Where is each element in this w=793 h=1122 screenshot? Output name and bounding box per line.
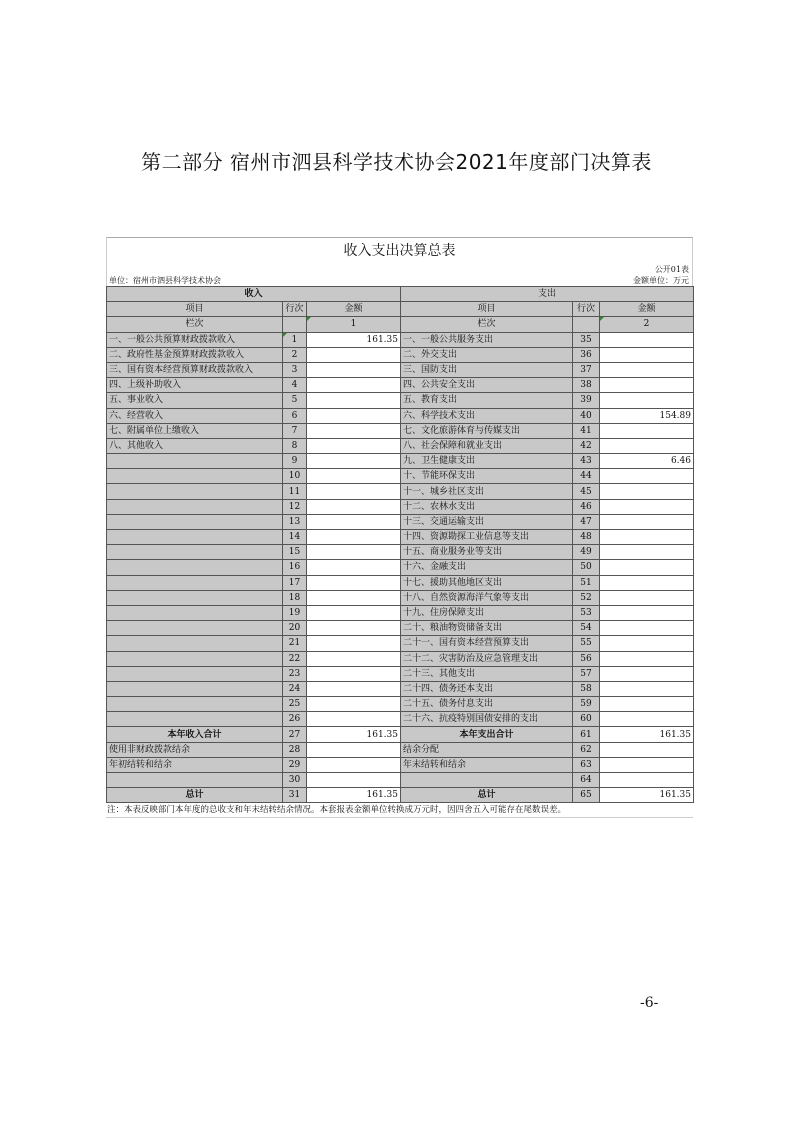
row-no: 13 xyxy=(283,514,307,529)
row-no: 35 xyxy=(573,332,600,347)
row-no: 25 xyxy=(283,697,307,712)
income-item-label xyxy=(107,621,283,636)
table-code-row xyxy=(106,264,693,275)
income-amount xyxy=(307,605,401,620)
expense-item-label: 十五、商业服务业等支出 xyxy=(401,545,573,560)
income-amount xyxy=(307,712,401,727)
expense-amount xyxy=(600,347,694,362)
income-amount: 161.35 xyxy=(307,332,401,347)
expense-item-label: 二十六、抗疫特别国债安排的支出 xyxy=(401,712,573,727)
row-no: 37 xyxy=(573,362,600,377)
expense-amount xyxy=(600,757,694,772)
table-row xyxy=(107,742,694,757)
page-number: -6- xyxy=(640,995,659,1011)
expense-amount xyxy=(600,560,694,575)
expense-item-label: 十九、住房保障支出 xyxy=(401,605,573,620)
table-row xyxy=(107,514,694,529)
expense-amount xyxy=(600,362,694,377)
income-amount xyxy=(307,454,401,469)
table-code: 公开01表 xyxy=(654,265,689,274)
row-no: 12 xyxy=(283,499,307,514)
income-amount xyxy=(307,757,401,772)
row-no: 41 xyxy=(573,423,600,438)
row-no: 53 xyxy=(573,605,600,620)
expense-item-label: 十六、金融支出 xyxy=(401,560,573,575)
expense-amount xyxy=(600,484,694,499)
expense-item-label: 八、社会保障和就业支出 xyxy=(401,438,573,453)
table-row xyxy=(107,545,694,560)
row-no: 30 xyxy=(283,773,307,788)
income-item-label: 一、一般公共预算财政拨款收入 xyxy=(107,332,283,347)
col-num: 1 xyxy=(307,317,401,332)
income-item-label: 六、经营收入 xyxy=(107,408,283,423)
table-row xyxy=(107,332,694,347)
income-amount xyxy=(307,621,401,636)
income-amount xyxy=(307,469,401,484)
expense-item-label: 二十五、债务付息支出 xyxy=(401,697,573,712)
row-no: 49 xyxy=(573,545,600,560)
row-no: 14 xyxy=(283,530,307,545)
row-no: 64 xyxy=(573,773,600,788)
table-row xyxy=(107,347,694,362)
row-no: 28 xyxy=(283,742,307,757)
income-item-label: 八、其他收入 xyxy=(107,438,283,453)
row-no: 22 xyxy=(283,651,307,666)
row-no: 7 xyxy=(283,423,307,438)
row-no: 18 xyxy=(283,590,307,605)
row-no: 43 xyxy=(573,454,600,469)
section-header-row xyxy=(107,287,694,302)
row-no: 44 xyxy=(573,469,600,484)
expense-item-label: 二、外交支出 xyxy=(401,347,573,362)
expense-amount xyxy=(600,590,694,605)
table-row xyxy=(107,575,694,590)
row-no: 45 xyxy=(573,484,600,499)
income-item-label xyxy=(107,484,283,499)
row-no: 48 xyxy=(573,530,600,545)
expense-item-label: 四、公共安全支出 xyxy=(401,378,573,393)
expense-item-label: 十、节能环保支出 xyxy=(401,469,573,484)
income-amount xyxy=(307,651,401,666)
expense-item-label: 三、国防支出 xyxy=(401,362,573,377)
row-no: 38 xyxy=(573,378,600,393)
row-no: 50 xyxy=(573,560,600,575)
row-no: 6 xyxy=(283,408,307,423)
table-row xyxy=(107,605,694,620)
table-row xyxy=(107,530,694,545)
income-amount xyxy=(307,742,401,757)
unit-label: 单位：宿州市泗县科学技术协会 xyxy=(109,276,221,285)
expense-amount xyxy=(600,575,694,590)
table-row xyxy=(107,469,694,484)
empty-cell xyxy=(573,317,600,332)
expense-amount: 6.46 xyxy=(600,454,694,469)
col-lanci: 栏次 xyxy=(107,317,283,332)
expense-item-label: 二十四、债务还本支出 xyxy=(401,681,573,696)
row-no: 2 xyxy=(283,347,307,362)
row-no: 23 xyxy=(283,666,307,681)
col-item: 项目 xyxy=(107,302,283,317)
income-item-label xyxy=(107,575,283,590)
expense-item-label: 二十、粮油物资储备支出 xyxy=(401,621,573,636)
expense-item-label: 六、科学技术支出 xyxy=(401,408,573,423)
expense-amount xyxy=(600,697,694,712)
expense-amount xyxy=(600,423,694,438)
income-item-label xyxy=(107,605,283,620)
expense-amount xyxy=(600,651,694,666)
income-item-label xyxy=(107,651,283,666)
column-number-row xyxy=(107,317,694,332)
income-item-label xyxy=(107,545,283,560)
row-no: 11 xyxy=(283,484,307,499)
expense-subtotal-amount: 161.35 xyxy=(600,727,694,742)
expense-amount xyxy=(600,530,694,545)
row-no: 9 xyxy=(283,454,307,469)
expense-amount xyxy=(600,712,694,727)
income-item-label xyxy=(107,454,283,469)
expense-amount xyxy=(600,438,694,453)
income-amount xyxy=(307,378,401,393)
income-total-amount: 161.35 xyxy=(307,788,401,803)
income-amount xyxy=(307,514,401,529)
table-row xyxy=(107,393,694,408)
income-item-label xyxy=(107,499,283,514)
row-no: 17 xyxy=(283,575,307,590)
table-row xyxy=(107,697,694,712)
table-note: 注：本表反映部门本年度的总收支和年末结转结余情况。本套报表金额单位转换成万元时，因四舍五入可能存在尾数误差。 xyxy=(106,803,693,818)
row-no: 62 xyxy=(573,742,600,757)
income-amount xyxy=(307,362,401,377)
row-no: 40 xyxy=(573,408,600,423)
income-amount xyxy=(307,697,401,712)
row-no: 27 xyxy=(283,727,307,742)
income-subtotal-label: 本年收入合计 xyxy=(107,727,283,742)
expense-item-label: 九、卫生健康支出 xyxy=(401,454,573,469)
income-expense-sheet xyxy=(106,237,693,818)
income-amount xyxy=(307,393,401,408)
row-no: 57 xyxy=(573,666,600,681)
income-item-label xyxy=(107,666,283,681)
income-amount xyxy=(307,773,401,788)
row-no: 16 xyxy=(283,560,307,575)
income-item-label: 五、事业收入 xyxy=(107,393,283,408)
income-amount xyxy=(307,347,401,362)
expense-item-label: 十四、资源勘探工业信息等支出 xyxy=(401,530,573,545)
row-no: 54 xyxy=(573,621,600,636)
table-row xyxy=(107,651,694,666)
col-item: 项目 xyxy=(401,302,573,317)
expense-amount xyxy=(600,666,694,681)
table-row xyxy=(107,362,694,377)
row-no: 21 xyxy=(283,636,307,651)
expense-item-label: 结余分配 xyxy=(401,742,573,757)
expense-amount xyxy=(600,742,694,757)
row-no: 10 xyxy=(283,469,307,484)
row-no: 1 xyxy=(283,332,307,347)
expense-amount: 154.89 xyxy=(600,408,694,423)
col-amount: 金额 xyxy=(600,302,694,317)
table-row xyxy=(107,454,694,469)
expense-item-label: 十七、援助其他地区支出 xyxy=(401,575,573,590)
expense-item-label: 十八、自然资源海洋气象等支出 xyxy=(401,590,573,605)
subtotal-row xyxy=(107,727,694,742)
expense-amount xyxy=(600,469,694,484)
row-no: 15 xyxy=(283,545,307,560)
income-amount xyxy=(307,681,401,696)
income-amount xyxy=(307,438,401,453)
row-no: 29 xyxy=(283,757,307,772)
row-no: 52 xyxy=(573,590,600,605)
expense-item-label: 十一、城乡社区支出 xyxy=(401,484,573,499)
row-no: 46 xyxy=(573,499,600,514)
row-no: 56 xyxy=(573,651,600,666)
total-row xyxy=(107,788,694,803)
row-no: 42 xyxy=(573,438,600,453)
income-item-label xyxy=(107,469,283,484)
col-amount: 金额 xyxy=(307,302,401,317)
income-item-label xyxy=(107,712,283,727)
row-no: 20 xyxy=(283,621,307,636)
row-no: 36 xyxy=(573,347,600,362)
expense-subtotal-label: 本年支出合计 xyxy=(401,727,573,742)
income-header: 收入 xyxy=(107,287,401,302)
col-row-no: 行次 xyxy=(283,302,307,317)
expense-item-label: 二十二、灾害防治及应急管理支出 xyxy=(401,651,573,666)
row-no: 3 xyxy=(283,362,307,377)
expense-amount xyxy=(600,332,694,347)
income-item-label xyxy=(107,636,283,651)
sheet-title: 收入支出决算总表 xyxy=(106,237,693,264)
table-row xyxy=(107,484,694,499)
row-no: 60 xyxy=(573,712,600,727)
income-item-label: 使用非财政拨款结余 xyxy=(107,742,283,757)
expense-amount xyxy=(600,636,694,651)
row-no: 63 xyxy=(573,757,600,772)
row-no: 61 xyxy=(573,727,600,742)
table-row xyxy=(107,560,694,575)
table-row xyxy=(107,636,694,651)
expense-amount xyxy=(600,621,694,636)
table-row xyxy=(107,499,694,514)
row-no: 8 xyxy=(283,438,307,453)
expense-item-label: 一、一般公共服务支出 xyxy=(401,332,573,347)
income-total-label: 总计 xyxy=(107,788,283,803)
table-row xyxy=(107,681,694,696)
income-item-label xyxy=(107,681,283,696)
column-header-row xyxy=(107,302,694,317)
income-amount xyxy=(307,636,401,651)
expense-total-label: 总计 xyxy=(401,788,573,803)
table-row xyxy=(107,621,694,636)
table-row xyxy=(107,423,694,438)
row-no: 51 xyxy=(573,575,600,590)
row-no: 19 xyxy=(283,605,307,620)
table-row xyxy=(107,438,694,453)
table-row xyxy=(107,757,694,772)
income-item-label xyxy=(107,560,283,575)
expense-item-label xyxy=(401,773,573,788)
row-no: 4 xyxy=(283,378,307,393)
expense-item-label: 年末结转和结余 xyxy=(401,757,573,772)
expense-amount xyxy=(600,378,694,393)
document-title: 第二部分 宿州市泗县科学技术协会2021年度部门决算表 xyxy=(141,150,652,174)
table-row xyxy=(107,590,694,605)
income-item-label: 年初结转和结余 xyxy=(107,757,283,772)
income-amount xyxy=(307,499,401,514)
income-item-label: 三、国有资本经营预算财政拨款收入 xyxy=(107,362,283,377)
row-no: 65 xyxy=(573,788,600,803)
expense-amount xyxy=(600,681,694,696)
row-no: 31 xyxy=(283,788,307,803)
col-lanci: 栏次 xyxy=(401,317,573,332)
income-amount xyxy=(307,530,401,545)
empty-cell xyxy=(283,317,307,332)
income-item-label xyxy=(107,590,283,605)
table-row xyxy=(107,378,694,393)
income-item-label: 七、附属单位上缴收入 xyxy=(107,423,283,438)
row-no: 59 xyxy=(573,697,600,712)
table-row xyxy=(107,666,694,681)
expense-item-label: 十二、农林水支出 xyxy=(401,499,573,514)
table-row xyxy=(107,712,694,727)
row-no: 55 xyxy=(573,636,600,651)
expense-amount xyxy=(600,545,694,560)
col-num: 2 xyxy=(600,317,694,332)
income-amount xyxy=(307,575,401,590)
table-row xyxy=(107,408,694,423)
income-item-label xyxy=(107,530,283,545)
unit-row xyxy=(106,275,693,286)
income-item-label xyxy=(107,697,283,712)
row-no: 5 xyxy=(283,393,307,408)
income-item-label xyxy=(107,514,283,529)
income-amount xyxy=(307,590,401,605)
row-no: 26 xyxy=(283,712,307,727)
expense-item-label: 二十三、其他支出 xyxy=(401,666,573,681)
income-item-label xyxy=(107,773,283,788)
row-no: 58 xyxy=(573,681,600,696)
row-no: 24 xyxy=(283,681,307,696)
expense-item-label: 十三、交通运输支出 xyxy=(401,514,573,529)
expense-amount xyxy=(600,514,694,529)
expense-amount xyxy=(600,605,694,620)
expense-amount xyxy=(600,499,694,514)
income-amount xyxy=(307,484,401,499)
income-item-label: 四、上级补助收入 xyxy=(107,378,283,393)
expense-amount xyxy=(600,393,694,408)
money-unit: 金额单位：万元 xyxy=(633,276,689,285)
row-no: 39 xyxy=(573,393,600,408)
row-no: 47 xyxy=(573,514,600,529)
income-amount xyxy=(307,423,401,438)
expense-item-label: 二十一、国有资本经营预算支出 xyxy=(401,636,573,651)
expense-item-label: 五、教育支出 xyxy=(401,393,573,408)
income-amount xyxy=(307,560,401,575)
income-amount xyxy=(307,666,401,681)
expense-amount xyxy=(600,773,694,788)
income-amount xyxy=(307,408,401,423)
col-row-no: 行次 xyxy=(573,302,600,317)
expense-header: 支出 xyxy=(401,287,694,302)
income-item-label: 二、政府性基金预算财政拨款收入 xyxy=(107,347,283,362)
table-row xyxy=(107,773,694,788)
expense-item-label: 七、文化旅游体育与传媒支出 xyxy=(401,423,573,438)
income-amount xyxy=(307,545,401,560)
expense-total-amount: 161.35 xyxy=(600,788,694,803)
income-subtotal-amount: 161.35 xyxy=(307,727,401,742)
summary-table xyxy=(106,286,694,803)
